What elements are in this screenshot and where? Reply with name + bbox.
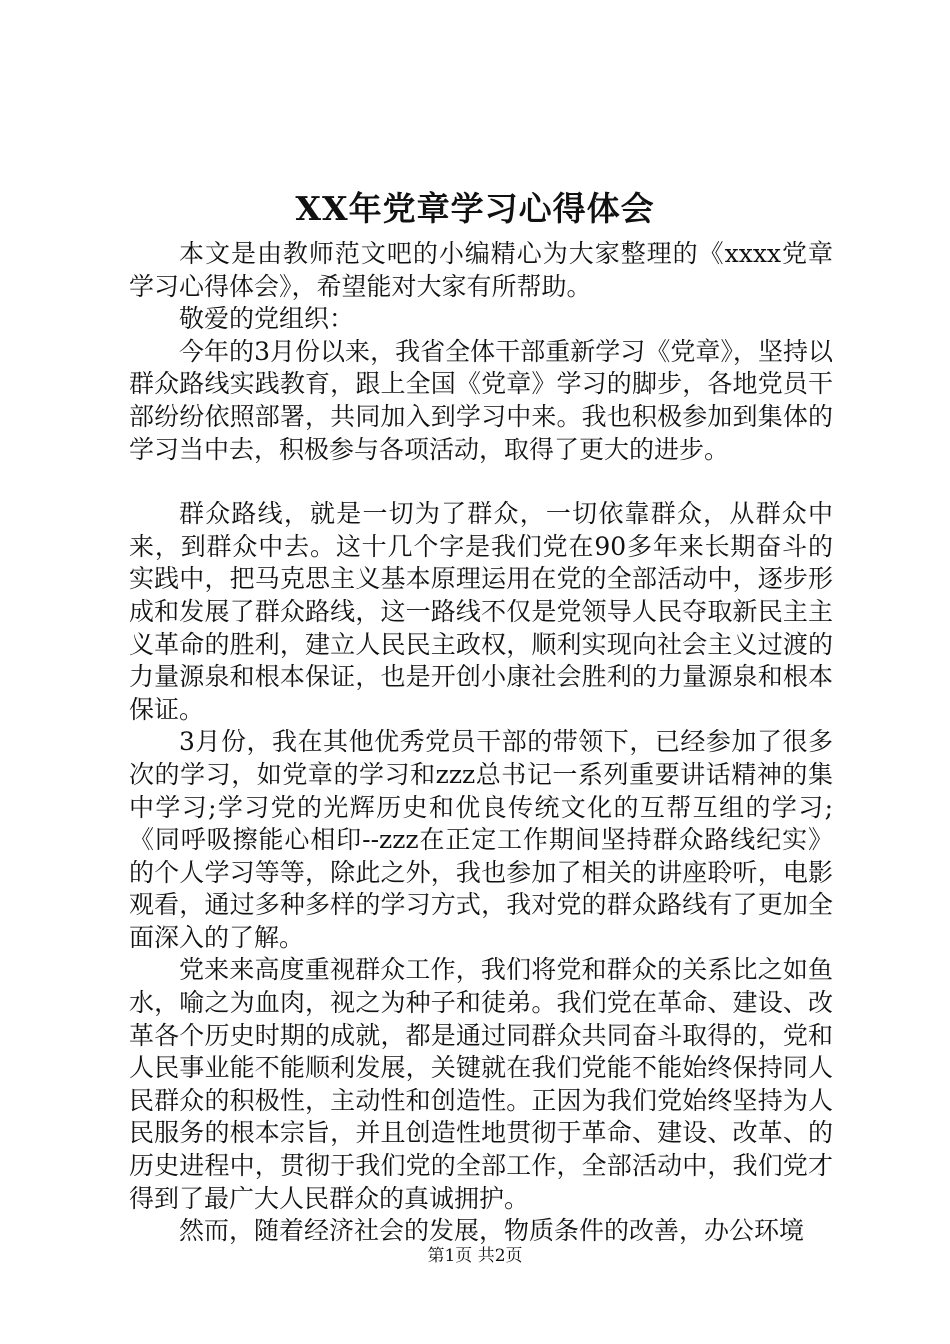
paragraph-mass-line: 群众路线，就是一切为了群众，一切依靠群众，从群众中来，到群众中去。这十几个字是我们党在90多年来长期奋斗的实践中，把马克思主义基本原理运用在党的全部活动中，逐步形成和发展了群众路线，这一路线不仅是党领导人民夺取新民主主义革命的胜利，建立人民民主政权，顺利实现向社会主义过渡的力量源泉和根本保证，也是开创小康社会胜利的力量源泉和根本保证。 [129,499,833,724]
paragraph-however: 然而，随着经济社会的发展，物质条件的改善，办公环境 [179,1216,805,1246]
paragraph-salutation: 敬爱的党组织： [179,304,355,334]
paragraph-march-study: 3月份，我在其他优秀党员干部的带领下，已经参加了很多次的学习，如党章的学习和zzz总书记一系列重要讲话精神的集中学习;学习党的光辉历史和优良传统文化的互帮互组的学习;《同呼吸擦能心相印--zzz在正定工作期间坚持群众路线纪实》的个人学习等等，除此之外，我也参加了相关的讲座聆听，电影观看，通过多种多样的学习方式，我对党的群众路线有了更加全面深入的了解。 [129,727,833,952]
document-title: XX年党章学习心得体会 [295,189,655,228]
page-footer: 第1页 共2页 [427,1246,523,1266]
document-body [129,238,833,1248]
paragraph-study-start: 今年的3月份以来，我省全体干部重新学习《党章》，坚持以群众路线实践教育，跟上全国《党章》学习的脚步，各地党员干部纷纷依照部署，共同加入到学习中来。我也积极参加到集体的学习当中去，积极参与各项活动，取得了更大的进步。 [129,336,833,464]
paragraph-intro: 本文是由教师范文吧的小编精心为大家整理的《xxxx党章学习心得体会》，希望能对大家有所帮助。 [129,239,833,301]
paragraph-party-masses: 党来来高度重视群众工作，我们将党和群众的关系比之如鱼水，喻之为血肉，视之为种子和徒弟。我们党在革命、建设、改革各个历史时期的成就，都是通过同群众共同奋斗取得的，党和人民事业能不能顺利发展，关键就在我们党能不能始终保持同人民群众的积极性，主动性和创造性。正因为我们党始终坚持为人民服务的根本宗旨，并且创造性地贯彻于革命、建设、改革、的历史进程中，贯彻于我们党的全部工作，全部活动中，我们党才得到了最广大人民群众的真诚拥护。 [129,955,833,1213]
